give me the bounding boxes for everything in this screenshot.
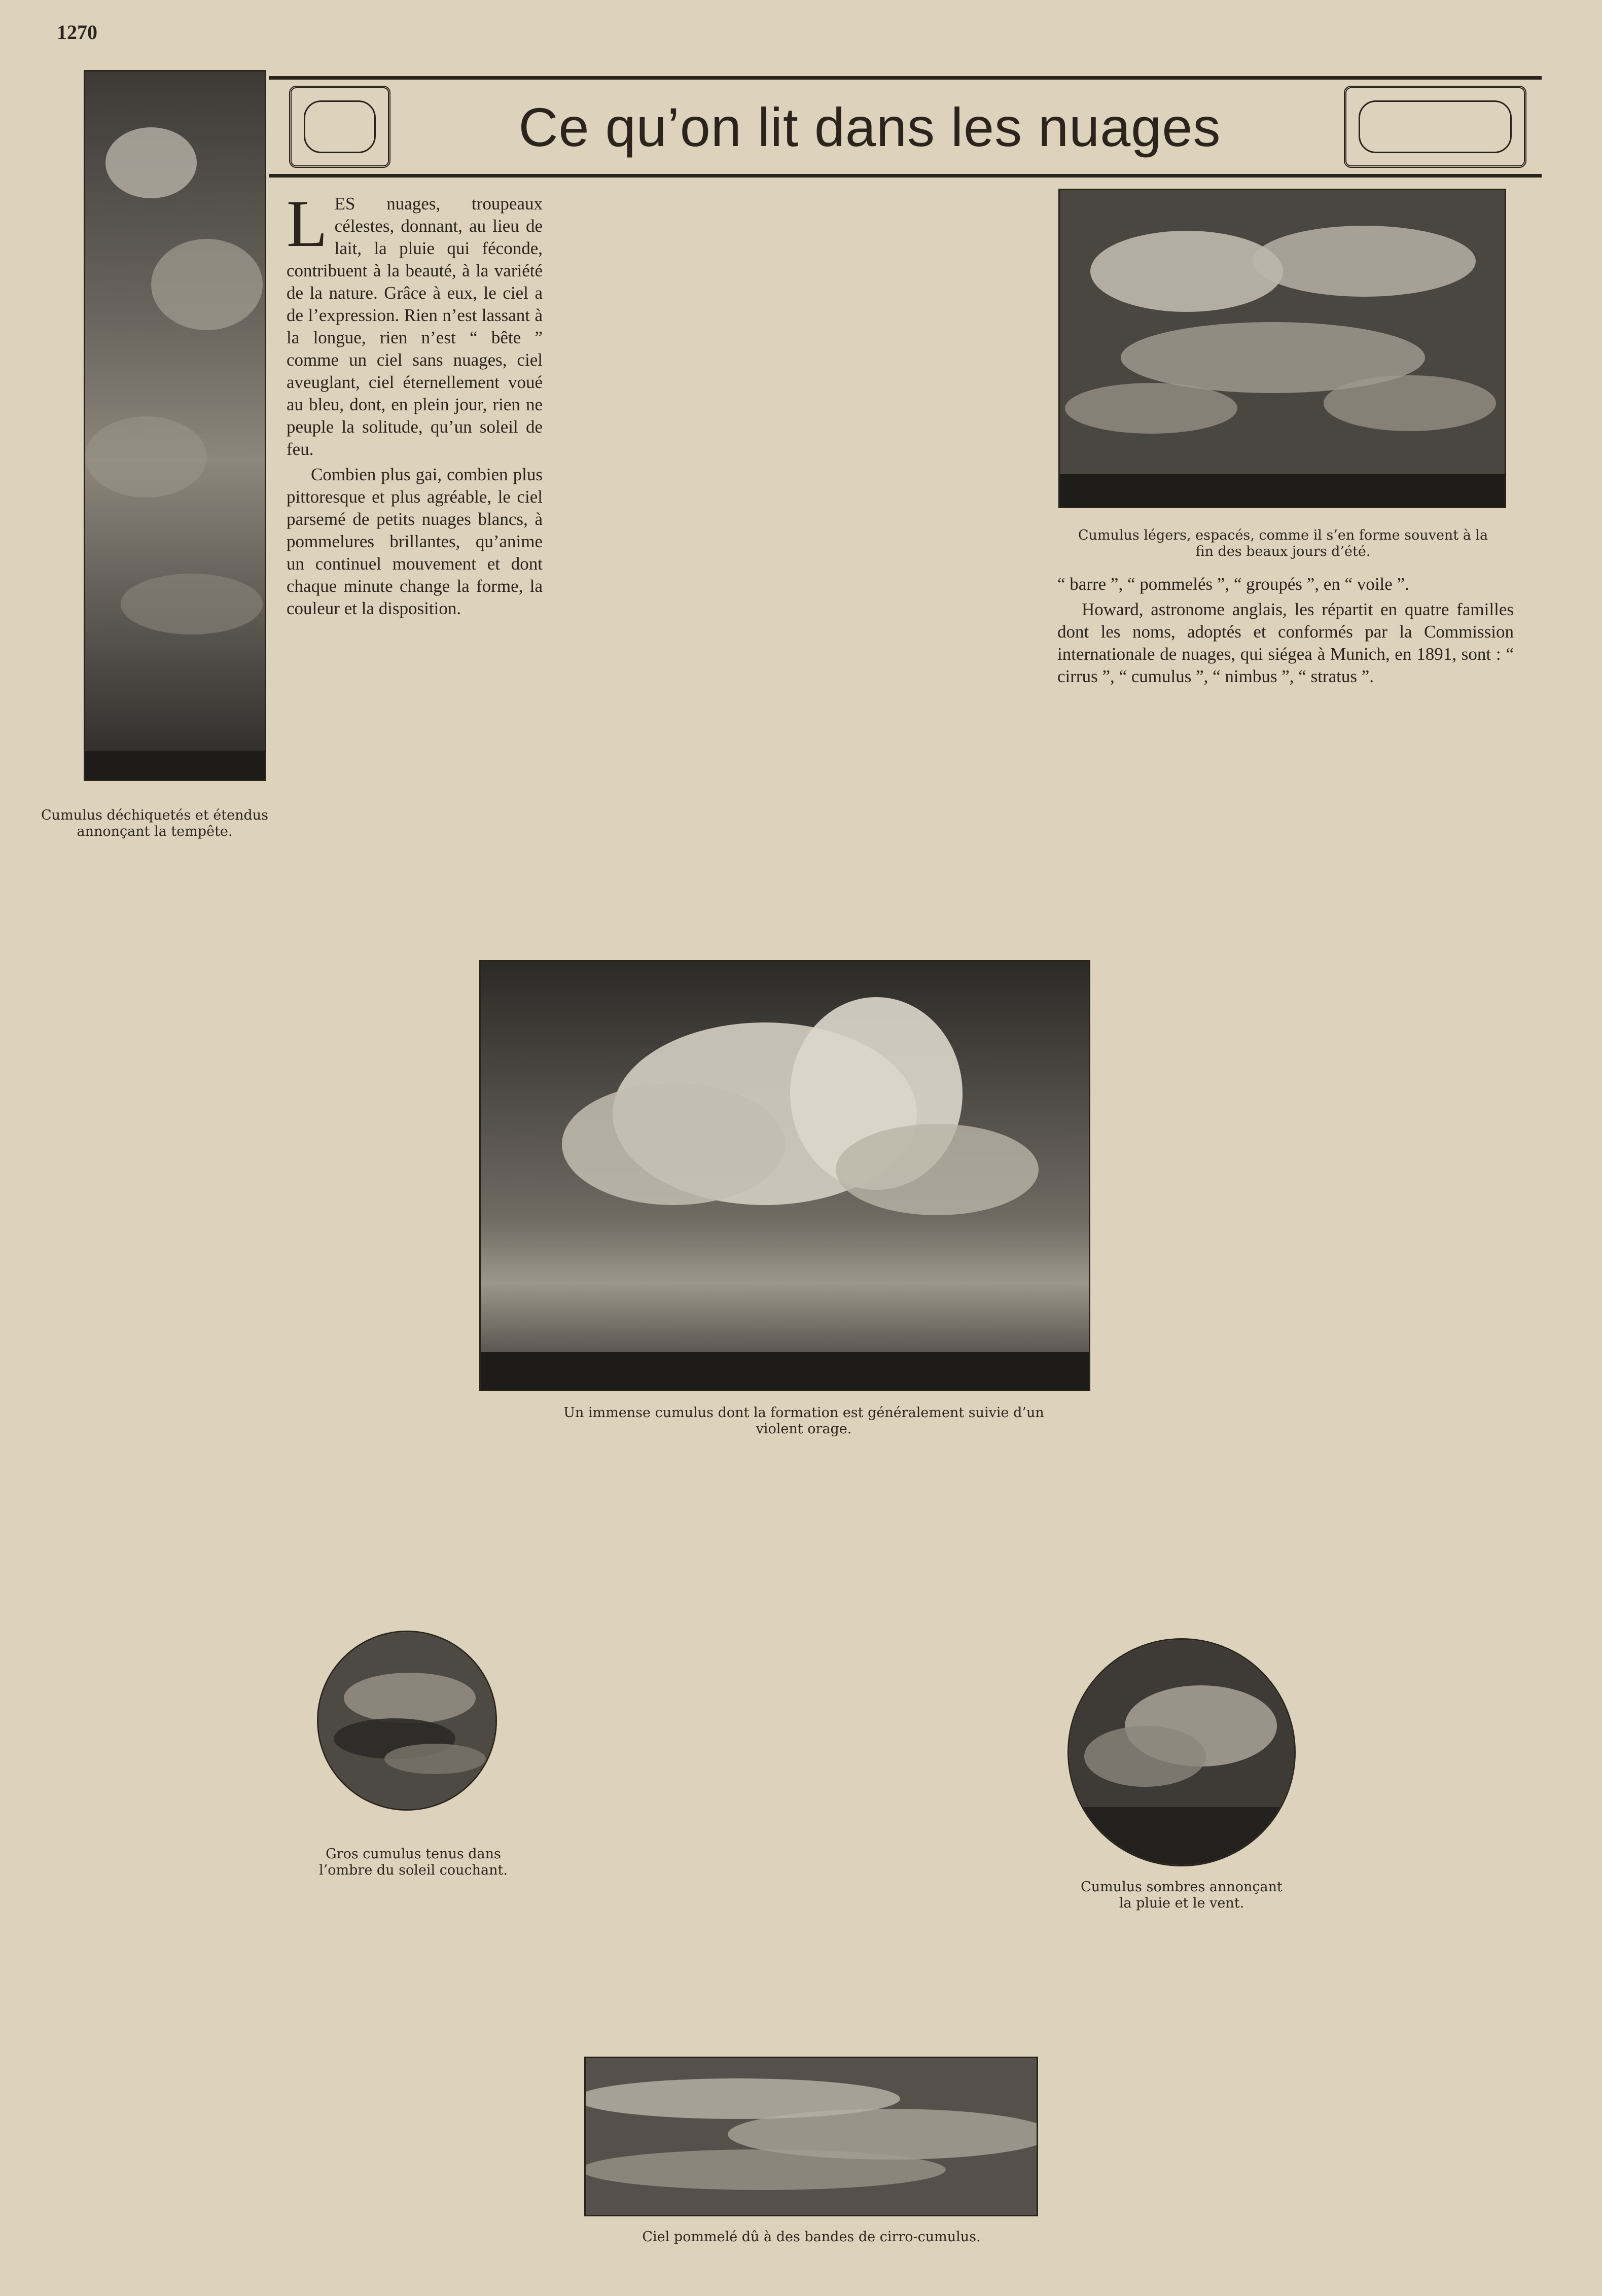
column-1 [287,186,543,623]
column-3-bottom [1057,1897,1514,1900]
column-3-beside-round [1306,1613,1514,1616]
col3-paragraph-2: Howard, astronome anglais, les répartit en quatre familles dont les noms, adoptés et conformés par la Commission internationale de nuages, qui siégea à Munich, en 1891, sont : “ cirrus ”, “ cumulus ”, “ nimbus ”, “ stratus ”. [1057,599,1514,686]
caption-light-cumulus: Cumulus légers, espacés, comme il s’en forme souvent à la fin des beaux jours d’été. [1078,527,1488,559]
column-1-continued [86,867,545,870]
photo-round-sunset [317,1631,497,1811]
right-ornament [1344,86,1526,168]
page-number: 1270 [57,21,97,44]
photo-cirro-cumulus-image [586,2058,1037,2215]
col3-paragraph-1: “ barre ”, “ pommelés ”, “ groupés ”, en “ voile ”. [1057,574,1409,594]
column-1-beside-round [86,1636,309,1639]
left-ornament [289,86,390,168]
photo-round-rain-image [1069,1640,1294,1865]
caption-cirro-cumulus: Ciel pommelé dû à des bandes de cirro-cumulus. [642,2229,981,2245]
col1-paragraph-1-text: ES nuages, troupeaux célestes, donnant, au lieu de lait, la pluie qui féconde, contribuent à la beauté, à la variété de la nature. Grâce à eux, le ciel a de l’expression. Rien n’est lassant à la longue, rien n’est “ bête ” comme un ciel sans nuages, ciel aveuglant, ciel éternellement voué au bleu, dont, en plein jour, rien ne peuple la solitude, qu’un soleil de feu. [287,194,543,459]
photo-round-sunset-image [318,1632,495,1809]
column-2-mid [565,1445,1035,1449]
caption-round-sunset: Gros cumulus tenus dans l’ombre du soleil couchant. [319,1846,508,1878]
article-title: Ce qu’on lit dans les nuages [518,96,1221,158]
column-1-bottom [86,1904,545,1908]
photo-tall-cumulus [84,70,266,781]
column-2-top [565,193,1035,196]
column-3-wide [1057,1448,1514,1451]
caption-tall-cumulus: Cumulus déchiquetés et étendus annonçant la tempête. [41,807,268,839]
photo-round-rain [1067,1638,1296,1866]
photo-tall-cumulus-image [85,72,265,780]
photo-cirro-cumulus [584,2057,1038,2216]
caption-round-rain: Cumulus sombres annonçant la pluie et le vent. [1081,1879,1283,1911]
drop-cap: L [287,186,328,261]
column-3-mid [1151,928,1514,931]
col1-paragraph-2: Combien plus gai, combien plus pittoresque et plus agréable, le ciel parsemé de petits nuages blancs, à pommelures brillantes, qu’anime un continuel mouvement et dont chaque minute change la forme, la couleur et la disposition. [287,465,543,618]
photo-immense-cumulus [479,960,1090,1391]
caption-immense-cumulus: Un immense cumulus dont la formation est généralement suivie d’un violent orage. [563,1405,1044,1437]
col1-paragraph-1 [287,186,543,461]
photo-immense-cumulus-image [481,962,1089,1390]
column-3-top [1057,573,1514,691]
photo-light-cumulus-image [1060,190,1505,507]
title-banner [269,76,1542,178]
photo-light-cumulus [1058,189,1506,508]
